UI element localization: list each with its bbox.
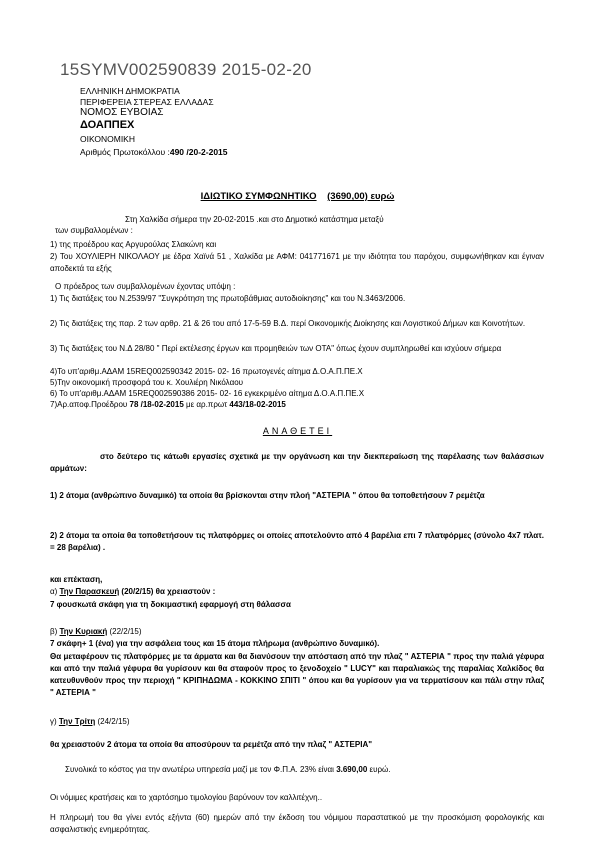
title-text: ΙΔΙΩΤΙΚΟ ΣΥΜΦΩΝΗΤΙΚΟ xyxy=(200,191,317,202)
consideration-6: 6) Το υπ'αριθμ.ΑΔΑΜ 15REQ002590386 2015- 02- 16 εγκεκριμένο αίτημα Δ.Ο.Α.Π.ΠΕ.Χ xyxy=(50,389,365,398)
payment-terms: Η πληρωμή του θα γίνει εντός εξήντα (60) ημερών από την έκδοση του νόμιμου παραστατικού με την προσκόμιση φορολογικής και ασφαλιστικής ενημερότητας. xyxy=(50,813,544,834)
protocol-label: Αριθμός Πρωτοκόλλου : xyxy=(80,147,170,157)
total-cost-amount: 3.690,00 xyxy=(336,765,368,774)
section-c-detail: θα χρειαστούν 2 άτομα τα οποία θα αποσύρουν τα ρεμέτζα από την πλαζ " ΑΣΤΕΡΙΑ" xyxy=(50,740,373,749)
intro-line2: των συμβαλλομένων : xyxy=(55,226,133,235)
section-b-prefix: β) xyxy=(50,627,60,636)
section-a-day: Την Παρασκευή xyxy=(59,587,120,596)
section-b-day: Την Κυριακή xyxy=(59,627,108,636)
deductions-note: Οι νόμιμες κρατήσεις και το χαρτόσημο τιμολογίου βαρύνουν τον καλλιτέχνη.. xyxy=(50,793,323,802)
section-b-heading xyxy=(50,627,141,636)
section-b-date: (22/2/15) xyxy=(107,627,142,636)
header-organization: ΔΟΑΠΠΕΧ xyxy=(80,119,135,131)
considerations-heading: Ο πρόεδρος των συμβαλλομένων έχοντας υπόψη : xyxy=(55,282,236,291)
document-stamp-id: 15SYMV002590839 2015-02-20 xyxy=(60,60,312,79)
header-protocol xyxy=(80,147,228,157)
party-1: 1) της προέδρου κας Αργυρούλας Σλακώνη και xyxy=(50,240,217,249)
party-2: 2) Του ΧΟΥΛΙΕΡΗ ΝΙΚΟΛΑΟΥ με έδρα Χαϊνά 51 , Χαλκίδα με ΑΦΜ: 041771671 με την ιδιότητα του παρόχου, συμφωνήθηκαν και έγιναν αποδεκτά τα εξής xyxy=(50,252,544,273)
consideration-4: 4)Το υπ'αριθμ.ΑΔΑΜ 15REQ002590342 2015- 02- 16 πρωτογενές αίτημα Δ.Ο.Α.Π.ΠΕ.Χ xyxy=(50,367,363,376)
total-cost-label: Συνολικά το κόστος για την ανωτέρω υπηρεσία μαζί με τον Φ.Π.Α. 23% είναι xyxy=(65,765,337,774)
consideration-5: 5)Την οικονομική προσφορά του κ. Χουλιέρη Νικόλαου xyxy=(50,378,244,387)
total-cost xyxy=(65,765,391,774)
extension-label: και επέκταση, xyxy=(50,575,103,584)
section-a-detail: 7 φουσκωτά σκάφη για τη δοκιμαστική εφαρμογή στη θάλασσα xyxy=(50,600,291,609)
section-b-detail-2: Θα μεταφέρουν τις πλατφόρμες με τα άρματα και θα διανύσουν την απόσταση από την πλαζ " ΑΣΤΕΡΙΑ " προς την παλιά γέφυρα και από την παλιά γέφυρα θα γυρίσουν και θα σταφούν προς το ξενοδοχείο " LUCY" και παραλιακώς της παραλίας Χαλκίδος θα κατευθυνθούν προς την περιοχή " ΚΡΙΠΗΔΩΜΑ - ΚΟΚΚΙΝΟ ΣΠΙΤΙ " όπου και θα γυρίσουν για να τερματίσουν και πάλι στην πλαζ " ΑΣΤΕΡΙΑ " xyxy=(50,652,544,697)
header-republic: ΕΛΛΗΝΙΚΗ ΔΗΜΟΚΡΑΤΙΑ xyxy=(80,86,180,96)
section-c-day: Την Τρίτη xyxy=(58,717,96,726)
title-amount: (3690,00) ευρώ xyxy=(327,191,395,202)
section-c-heading xyxy=(50,717,130,726)
decision-prefix: 7)Αρ.αποφ.Προέδρου xyxy=(50,400,130,409)
point-2: 2) 2 άτομα τα οποία θα τοποθετήσουν τις πλατφόρμες οι οποίες αποτελούντο από 4 βαρέλια επι 7 πλατφόρμες (σύνολο 4x7 πλατ. = 28 βαρέλια) . xyxy=(50,531,544,552)
section-a-date: (20/2/15) θα χρειαστούν : xyxy=(119,587,216,596)
assignment-text: στο δεύτερο τις κάτωθι εργασίες σχετικά με την οργάνωση και την διεκπεραίωση της παρέλασης των θαλάσσιων αρμάτων: xyxy=(50,452,544,473)
consideration-1: 1) Τις διατάξεις του Ν.2539/97 "Συγκρότηση της πρωτοβάθμιας αυτοδιοίκησης" και του Ν.3463/2006. xyxy=(50,294,406,303)
document-title xyxy=(0,191,595,202)
decision-protocol-label: με αρ.πρωτ xyxy=(183,400,230,409)
section-c-date: (24/2/15) xyxy=(95,717,130,726)
section-c-prefix: γ) xyxy=(50,717,59,726)
consideration-2: 2) Τις διατάξεις της παρ. 2 των αρθρ. 21 & 26 του από 17-5-59 Β.Δ. περί Οικονομικής Διοίκησης και Λογιστικού Δήμων και Κοινοτήτων. xyxy=(50,319,526,328)
section-a-heading xyxy=(50,587,215,596)
assigns-heading: ΑΝΑΘΕΤΕΙ xyxy=(262,426,333,436)
decision-number: 78 /18-02-2015 xyxy=(129,400,184,409)
consideration-7 xyxy=(50,400,286,409)
consideration-3: 3) Τις διατάξεις του Ν.Δ 28/80 " Περί εκτέλεσης έργων και προμηθειών των ΟΤΑ" όπως έχουν συμπληρωθεί και ισχύουν σήμερα xyxy=(50,344,502,353)
point-1: 1) 2 άτομα (ανθρώπινο δυναμικό) τα οποία θα βρίσκονται στην πλοή "ΑΣΤΕΡΙΑ " όπου θα τοποθετήσουν 7 ρεμέτζα xyxy=(50,491,485,500)
section-a-prefix: α) xyxy=(50,587,60,596)
section-b-detail-1: 7 σκάφη+ 1 (ένα) για την ασφάλεια τους και 15 άτομα πλήρωμα (ανθρώπινο δυναμικό). xyxy=(50,639,380,648)
header-prefecture: ΝΟΜΟΣ ΕΥΒΟΙΑΣ xyxy=(80,107,164,118)
header-region: ΠΕΡΙΦΕΡΕΙΑ ΣΤΕΡΕΑΣ ΕΛΛΑΔΑΣ xyxy=(80,97,214,107)
intro-line1: Στη Χαλκίδα σήμερα την 20-02-2015 .και στο Δημοτικό κατάστημα μεταξύ xyxy=(125,215,384,224)
header-department: ΟΙΚΟΝΟΜΙΚΗ xyxy=(80,134,135,144)
decision-protocol-number: 443/18-02-2015 xyxy=(229,400,286,409)
total-cost-currency: ευρώ. xyxy=(367,765,391,774)
protocol-value: 490 /20-2-2015 xyxy=(169,147,228,157)
